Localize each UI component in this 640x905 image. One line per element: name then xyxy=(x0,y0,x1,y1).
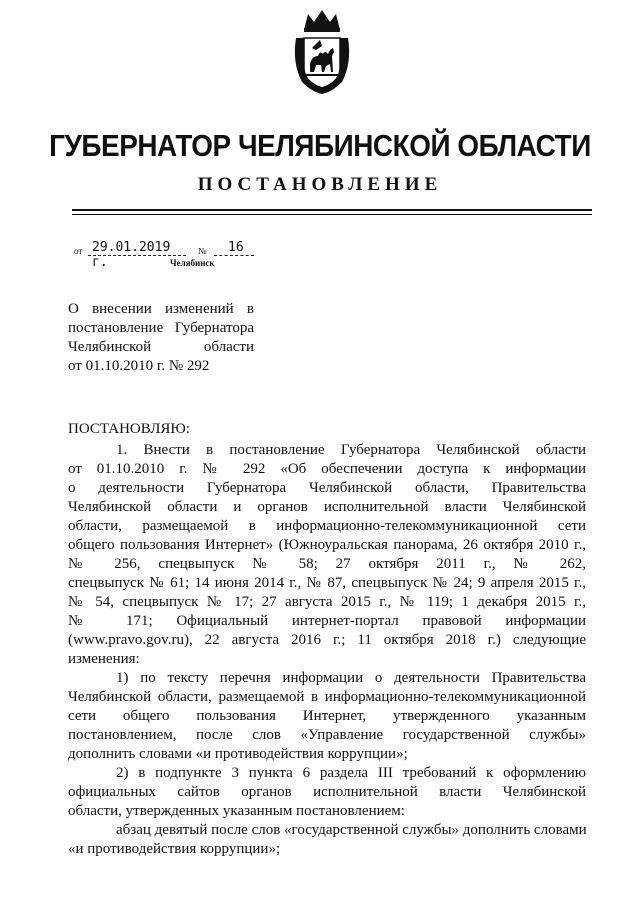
issuing-authority: ГУБЕРНАТОР ЧЕЛЯБИНСКОЙ ОБЛАСТИ xyxy=(49,128,591,163)
subject-line: Челябинской области xyxy=(68,339,254,355)
body-line: области, утвержденных указанным постановлением: xyxy=(68,803,405,819)
document-number: 16 xyxy=(228,240,244,255)
body-line: области, размещаемой в информационно-телекоммуникационной сети xyxy=(68,518,586,534)
body-line: Челябинской области, размещаемой в информационно-телекоммуникационной xyxy=(68,689,586,705)
city-name: Челябинск xyxy=(170,258,215,268)
chelyabinsk-coat-of-arms-icon xyxy=(290,8,354,96)
body-line: общего пользования Интернет» (Южноуральская панорама, 26 октября 2010 г., xyxy=(68,537,586,553)
body-line: Челябинской области и органов исполнительной власти Челябинской xyxy=(68,499,586,515)
decree-heading: ПОСТАНОВЛЯЮ: xyxy=(68,421,190,437)
body-line: «и противодействия коррупции»; xyxy=(68,841,281,857)
header-rule-thin xyxy=(72,214,592,215)
body-line: № 256, спецвыпуск № 58; 27 октября 2011 г., № 262, xyxy=(68,556,586,572)
body-line: 2) в подпункте 3 пункта 6 раздела III требований к оформлению xyxy=(116,765,586,781)
body-line: № 171; Официальный интернет-портал правовой информации xyxy=(68,613,586,629)
body-line: спецвыпуск № 61; 14 июня 2014 г., № 87, спецвыпуск № 24; 9 апреля 2015 г., xyxy=(68,575,586,591)
body-line: (www.pravo.gov.ru), 22 августа 2016 г.; 11 октября 2018 г.) следующие xyxy=(68,632,586,648)
subject-line: от 01.10.2010 г. № 292 xyxy=(68,358,210,374)
document-type: ПОСТАНОВЛЕНИЕ xyxy=(197,174,443,195)
body-line: постановлением, после слов «Управление государственной службы» xyxy=(68,727,586,743)
subject-line: постановление Губернатора xyxy=(68,320,254,336)
body-line: сети общего пользования Интернет, утвержденного указанным xyxy=(68,708,586,724)
body-line: от 01.10.2010 г. № 292 «Об обеспечении доступа к информации xyxy=(68,461,586,477)
number-label: № xyxy=(198,246,207,256)
document-body xyxy=(68,420,586,859)
body-line: официальных сайтов органов исполнительной власти Челябинской xyxy=(68,784,586,800)
body-line: дополнить словами «и противодействия коррупции»; xyxy=(68,746,408,762)
document-subject xyxy=(68,300,254,376)
header-rule-thick xyxy=(72,209,592,211)
body-line: № 54, спецвыпуск № 17; 27 августа 2015 г., № 119; 1 декабря 2015 г., xyxy=(68,594,586,610)
body-line: о деятельности Губернатора Челябинской области, Правительства xyxy=(68,480,586,496)
subject-line: О внесении изменений в xyxy=(68,301,254,317)
body-line: абзац девятый после слов «государственной службы» дополнить словами xyxy=(116,822,587,838)
body-line: изменения: xyxy=(68,651,140,667)
date-from-label: от xyxy=(74,246,83,256)
number-underline xyxy=(214,255,254,256)
body-line: 1) по тексту перечня информации о деятельности Правительства xyxy=(116,670,586,686)
document-date: 29.01.2019 г. xyxy=(92,240,171,270)
body-line: 1. Внести в постановление Губернатора Челябинской области xyxy=(116,442,586,458)
